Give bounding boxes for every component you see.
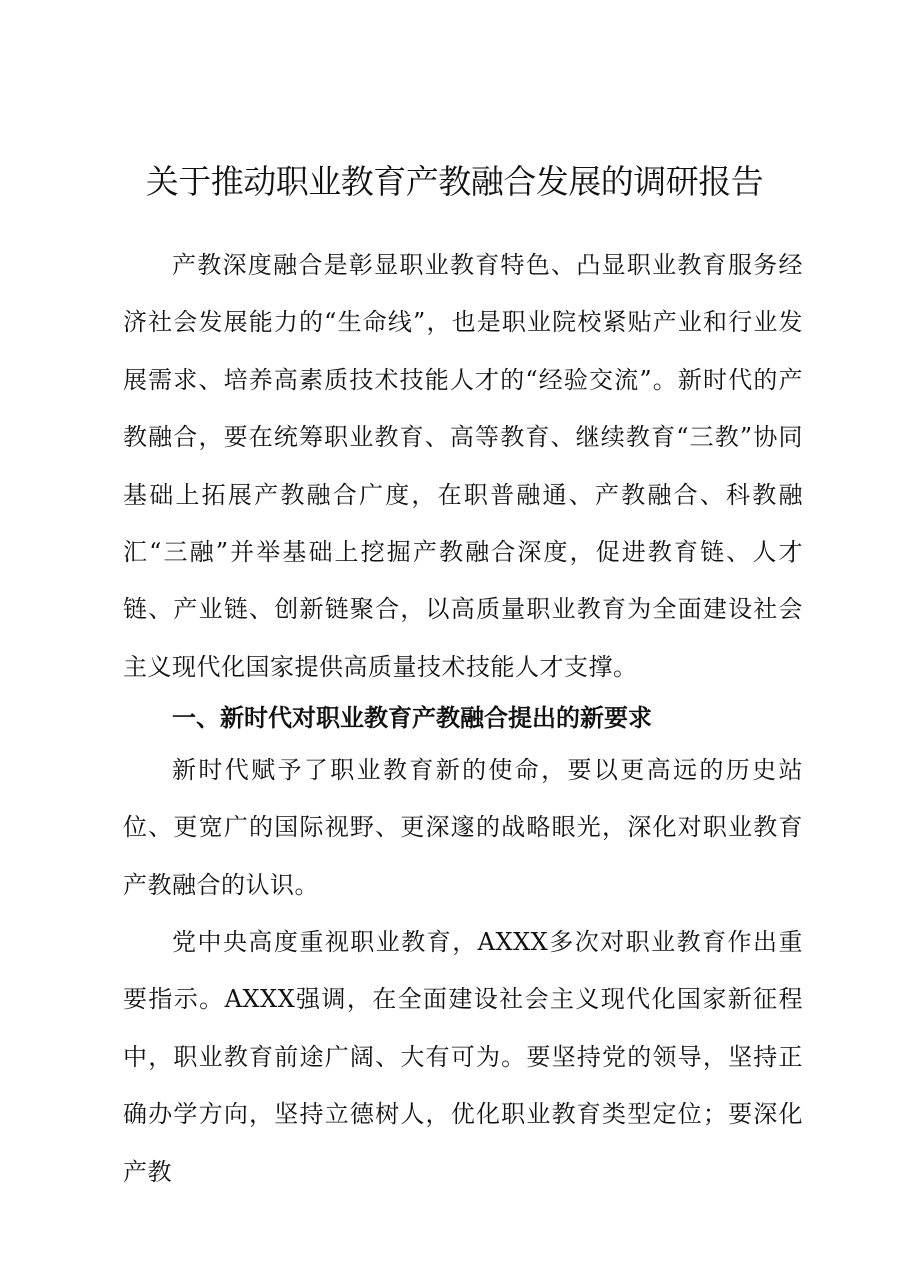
intro-paragraph: 产教深度融合是彰显职业教育特色、凸显职业教育服务经济社会发展能力的“生命线”，也是职业院校紧贴产业和行业发展需求、培养高素质技术技能人才的“经验交流”。新时代的产教融合，要在统筹职业教育、高等教育、继续教育“三教”协同基础上拓展产教融合广度，在职普融通、产教融合、科教融汇“三融”并举基础上挖掘产教融合深度，促进教育链、人才链、产业链、创新链聚合，以高质量职业教育为全面建设社会主义现代化国家提供高质量技术技能人才支撑。	[123, 251, 803, 681]
section1-paragraph-1: 新时代赋予了职业教育新的使命，要以更高远的历史站位、更宽广的国际视野、更深邃的战略眼光，深化对职业教育产教融合的认识。	[123, 756, 803, 899]
section1-paragraph-2: 党中央高度重视职业教育，AXXX多次对职业教育作出重要指示。AXXX强调，在全面建设社会主义现代化国家新征程中，职业教育前途广阔、大有可为。要坚持党的领导，坚持正确办学方向，坚持立德树人，优化职业教育类型定位；要深化产教	[123, 928, 803, 1186]
section-heading-1: 一、新时代对职业教育产教融合提出的新要求	[172, 704, 652, 732]
document-title: 关于推动职业教育产教融合发展的调研报告	[145, 162, 764, 201]
